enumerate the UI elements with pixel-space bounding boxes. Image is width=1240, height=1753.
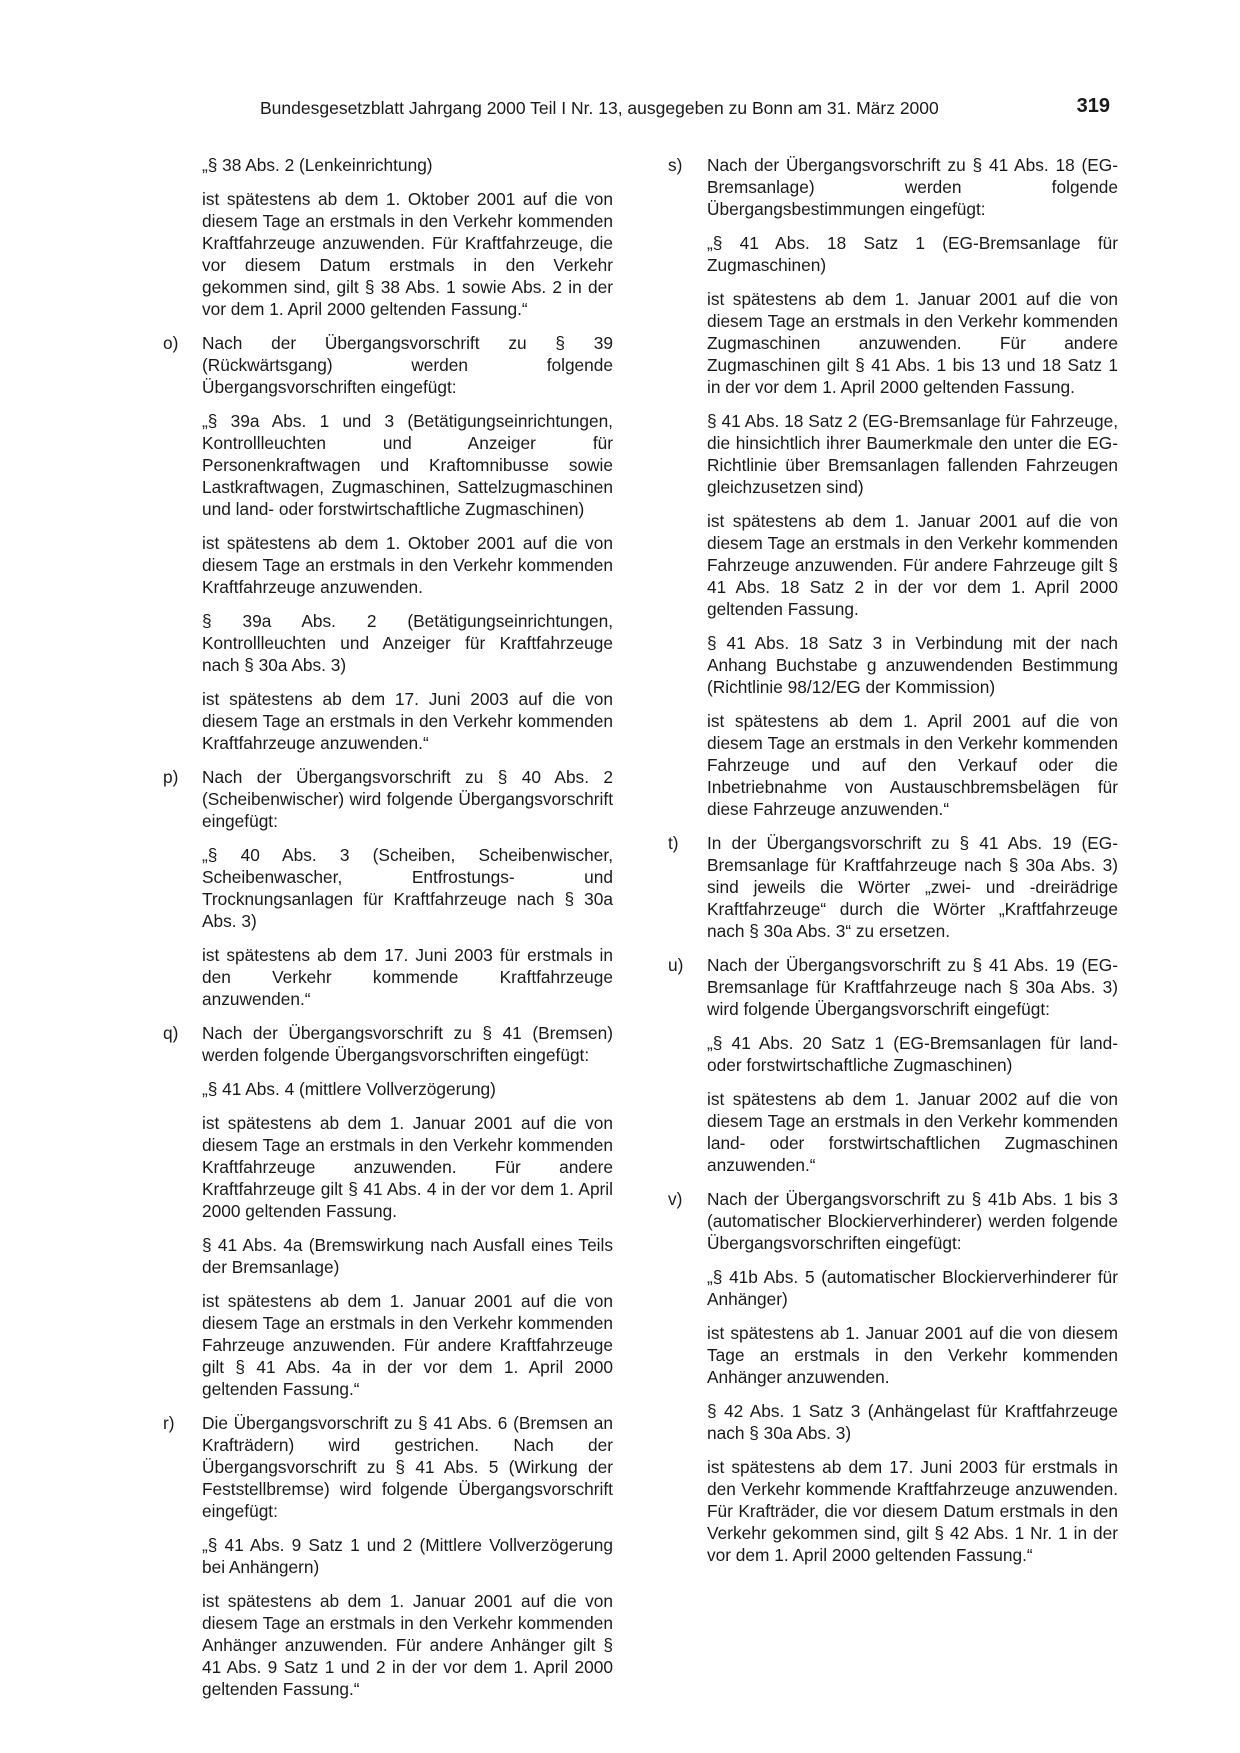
paragraph-s-2: ist spätestens ab dem 1. Januar 2001 auf die von diesem Tage an erstmals in den Verkehr kommenden Zugmaschinen anzuwenden. Für andere Zugmaschinen gilt § 41 Abs. 1 bis 13 und 18 Satz 1 in der vor dem 1. April 2000 geltenden Fassung. xyxy=(707,289,1118,397)
paragraph-o-4: ist spätestens ab dem 17. Juni 2003 auf die von diesem Tage an erstmals in den Verkehr kommenden Kraftfahrzeuge anzuwenden.“ xyxy=(202,689,613,753)
right-column xyxy=(668,154,1118,1578)
paragraph-q-2: ist spätestens ab dem 1. Januar 2001 auf die von diesem Tage an erstmals in den Verkehr kommenden Kraftfahrzeuge anzuwenden. Für andere Kraftfahrzeuge gilt § 41 Abs. 4 in der vor dem 1. April 2000 geltenden Fassung. xyxy=(202,1113,613,1221)
paragraph-v-1: „§ 41b Abs. 5 (automatischer Blockierverhinderer für Anhänger) xyxy=(707,1267,1118,1309)
paragraph-o-1: „§ 39a Abs. 1 und 3 (Betätigungseinrichtungen, Kontrollleuchten und Anzeiger für Personenkraftwagen und Kraftomnibusse sowie Lastkraftwagen, Zugmaschinen, Sattelzugmaschinen und land- oder forstwirtschaftliche Zugmaschinen) xyxy=(202,411,613,519)
paragraph-o-3: § 39a Abs. 2 (Betätigungseinrichtungen, Kontrollleuchten und Anzeiger für Kraftfahrzeuge nach § 30a Abs. 3) xyxy=(202,611,613,675)
paragraph-u-2: ist spätestens ab dem 1. Januar 2002 auf die von diesem Tage an erstmals in den Verkehr kommenden land- oder forstwirtschaftlichen Zugmaschinen anzuwenden.“ xyxy=(707,1089,1118,1175)
paragraph-q-3: § 41 Abs. 4a (Bremswirkung nach Ausfall eines Teils der Bremsanlage) xyxy=(202,1235,613,1277)
item-text-q: Nach der Übergangsvorschrift zu § 41 (Bremsen) werden folgende Übergangsvorschriften eingefügt: xyxy=(202,1023,613,1065)
paragraph-s-3: § 41 Abs. 18 Satz 2 (EG-Bremsanlage für Fahrzeuge, die hinsichtlich ihrer Baumerkmale den unter die EG-Richtlinie über Bremsanlagen fallenden Fahrzeugen gleichzusetzen sind) xyxy=(707,411,1118,497)
paragraph-q-4: ist spätestens ab dem 1. Januar 2001 auf die von diesem Tage an erstmals in den Verkehr kommenden Fahrzeuge anzuwenden. Für andere Kraftfahrzeuge gilt § 41 Abs. 4a in der vor dem 1. April 2000 geltenden Fassung.“ xyxy=(202,1291,613,1399)
paragraph-s-6: ist spätestens ab dem 1. April 2001 auf die von diesem Tage an erstmals in den Verkehr kommenden Fahrzeuge und auf den Verkauf oder die Inbetriebnahme von Austauschbremsbelägen für diese Fahrzeuge anzuwenden.“ xyxy=(707,711,1118,819)
list-item-u xyxy=(668,954,1118,1020)
list-item-v xyxy=(668,1188,1118,1254)
paragraph-s-1: „§ 41 Abs. 18 Satz 1 (EG-Bremsanlage für Zugmaschinen) xyxy=(707,233,1118,275)
item-text-s: Nach der Übergangsvorschrift zu § 41 Abs. 18 (EG-Bremsanlage) werden folgende Übergangsbestimmungen eingefügt: xyxy=(707,155,1118,219)
list-item-r xyxy=(163,1412,613,1522)
item-text-r: Die Übergangsvorschrift zu § 41 Abs. 6 (Bremsen an Krafträdern) wird gestrichen. Nach der Übergangsvorschrift zu § 41 Abs. 5 (Wirkung der Feststellbremse) wird folgende Übergangsvorschrift eingefügt: xyxy=(202,1413,613,1521)
paragraph-v-4: ist spätestens ab dem 17. Juni 2003 für erstmals in den Verkehr kommende Kraftfahrzeuge anzuwenden. Für Krafträder, die vor diesem Datum erstmals in den Verkehr gekommen sind, gilt § 42 Abs. 1 Nr. 1 in der vor dem 1. April 2000 geltenden Fassung.“ xyxy=(707,1457,1118,1565)
publication-title: Bundesgesetzblatt Jahrgang 2000 Teil I Nr. 13, ausgegeben zu Bonn am 31. März 2000 xyxy=(260,98,939,118)
list-item-p xyxy=(163,766,613,832)
paragraph-n-1: „§ 38 Abs. 2 (Lenkeinrichtung) xyxy=(202,155,433,175)
paragraph-r-2: ist spätestens ab dem 1. Januar 2001 auf die von diesem Tage an erstmals in den Verkehr kommenden Anhänger anzuwenden. Für andere Anhänger gilt § 41 Abs. 9 Satz 1 und 2 in der vor dem 1. April 2000 geltenden Fassung.“ xyxy=(202,1591,613,1699)
paragraph-v-3: § 42 Abs. 1 Satz 3 (Anhängelast für Kraftfahrzeuge nach § 30a Abs. 3) xyxy=(707,1401,1118,1443)
item-label-p: p) xyxy=(163,767,179,787)
list-item-q xyxy=(163,1022,613,1066)
item-label-q: q) xyxy=(163,1023,179,1043)
paragraph-v-2: ist spätestens ab 1. Januar 2001 auf die von diesem Tage an erstmals in den Verkehr kommenden Anhänger anzuwenden. xyxy=(707,1323,1118,1387)
left-column xyxy=(163,154,613,1712)
item-label-v: v) xyxy=(668,1189,683,1209)
paragraph-s-5: § 41 Abs. 18 Satz 3 in Verbindung mit der nach Anhang Buchstabe g anzuwendenden Bestimmung (Richtlinie 98/12/EG der Kommission) xyxy=(707,633,1118,697)
paragraph-o-2: ist spätestens ab dem 1. Oktober 2001 auf die von diesem Tage an erstmals in den Verkehr kommenden Kraftfahrzeuge anzuwenden. xyxy=(202,533,613,597)
paragraph-q-1: „§ 41 Abs. 4 (mittlere Vollverzögerung) xyxy=(202,1079,496,1099)
list-item-s xyxy=(668,154,1118,220)
item-label-o: o) xyxy=(163,333,179,353)
paragraph-p-2: ist spätestens ab dem 17. Juni 2003 für erstmals in den Verkehr kommende Kraftfahrzeuge anzuwenden.“ xyxy=(202,945,613,1009)
paragraph-s-4: ist spätestens ab dem 1. Januar 2001 auf die von diesem Tage an erstmals in den Verkehr kommenden Fahrzeuge anzuwenden. Für andere Fahrzeuge gilt § 41 Abs. 18 Satz 2 in der vor dem 1. April 2000 geltenden Fassung. xyxy=(707,511,1118,619)
page-header xyxy=(260,95,1110,124)
item-label-r: r) xyxy=(163,1413,175,1433)
item-label-t: t) xyxy=(668,833,679,853)
paragraph-u-1: „§ 41 Abs. 20 Satz 1 (EG-Bremsanlagen für land- oder forstwirtschaftliche Zugmaschinen) xyxy=(707,1033,1118,1075)
list-item-t xyxy=(668,832,1118,942)
paragraph-p-1: „§ 40 Abs. 3 (Scheiben, Scheibenwischer, Scheibenwascher, Entfrostungs- und Trocknungsanlagen für Kraftfahrzeuge nach § 30a Abs. 3) xyxy=(202,845,613,931)
item-text-v: Nach der Übergangsvorschrift zu § 41b Abs. 1 bis 3 (automatischer Blockierverhinderer) werden folgende Übergangsvorschriften eingefügt: xyxy=(707,1189,1118,1253)
paragraph-n-2: ist spätestens ab dem 1. Oktober 2001 auf die von diesem Tage an erstmals in den Verkehr kommenden Kraftfahrzeuge anzuwenden. Für Kraftfahrzeuge, die vor diesem Datum erstmals in den Verkehr gekommen sind, gilt § 38 Abs. 1 sowie Abs. 2 in der vor dem 1. April 2000 geltenden Fassung.“ xyxy=(202,189,613,319)
item-text-o: Nach der Übergangsvorschrift zu § 39 (Rückwärtsgang) werden folgende Übergangsvorschriften eingefügt: xyxy=(202,333,613,397)
page-number: 319 xyxy=(1076,95,1110,117)
list-item-o xyxy=(163,332,613,398)
item-text-p: Nach der Übergangsvorschrift zu § 40 Abs. 2 (Scheibenwischer) wird folgende Übergangsvorschrift eingefügt: xyxy=(202,767,613,831)
item-label-s: s) xyxy=(668,155,683,175)
item-text-u: Nach der Übergangsvorschrift zu § 41 Abs. 19 (EG-Bremsanlage für Kraftfahrzeuge nach § 30a Abs. 3) wird folgende Übergangsvorschrift eingefügt: xyxy=(707,955,1118,1019)
item-text-t: In der Übergangsvorschrift zu § 41 Abs. 19 (EG-Bremsanlage für Kraftfahrzeuge nach § 30a Abs. 3) sind jeweils die Wörter „zwei- und -dreirädrige Kraftfahrzeuge“ durch die Wörter „Kraftfahrzeuge nach § 30a Abs. 3“ zu ersetzen. xyxy=(707,833,1118,941)
paragraph-r-1: „§ 41 Abs. 9 Satz 1 und 2 (Mittlere Vollverzögerung bei Anhängern) xyxy=(202,1535,613,1577)
item-label-u: u) xyxy=(668,955,684,975)
